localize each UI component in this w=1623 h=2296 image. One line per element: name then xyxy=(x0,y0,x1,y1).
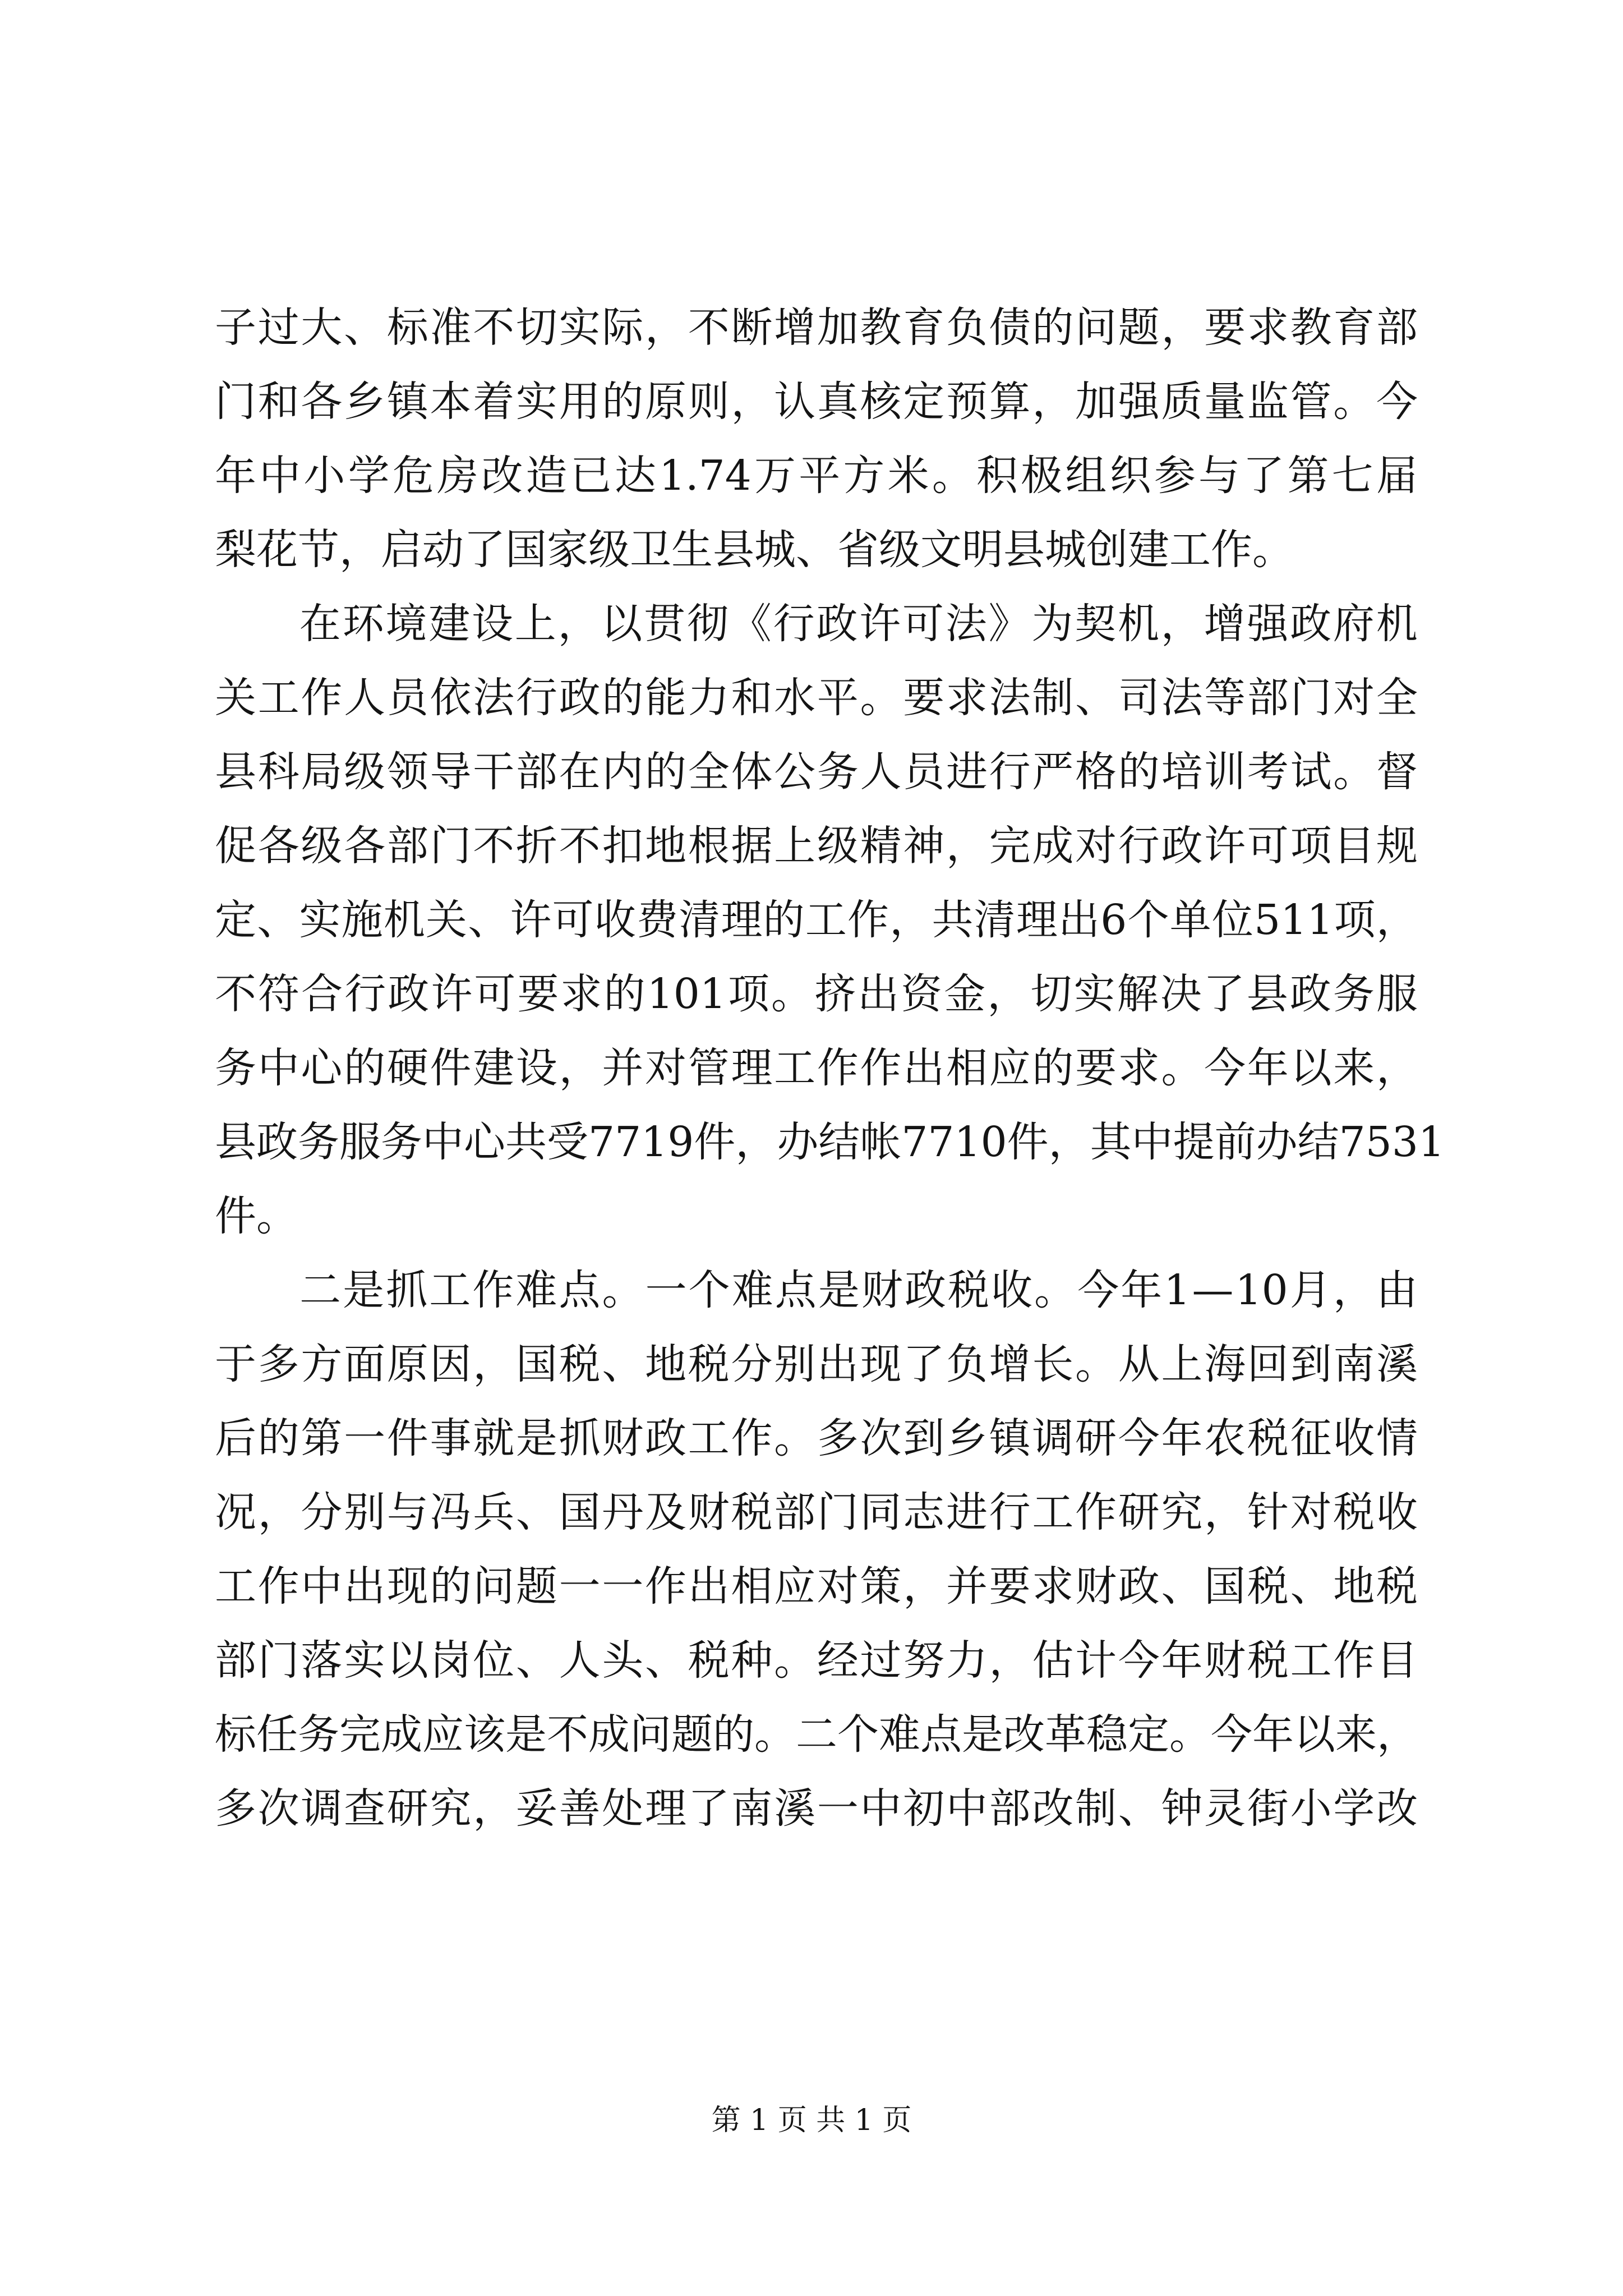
paragraph xyxy=(215,291,1418,587)
text-line: 标 任 务 完 成 应 该 是 不 成 问 题 的 。 二 个 难 点 是 改 革 稳 定 。 今 年 以 来 ， xyxy=(215,1710,1418,1759)
text-line: 于 多 方 面 原 因 ， 国 税 、 地 税 分 别 出 现 了 负 增 长 。 从 上 海 回 到 南 溪 xyxy=(215,1340,1418,1388)
text-line: 梨 花 节 ， 启 动 了 国 家 级 卫 生 县 城 、 省 级 文 明 县 城 创 建 工 作 。 xyxy=(215,526,1294,574)
text-line: 多 次 调 查 研 究 ， 妥 善 处 理 了 南 溪 一 中 初 中 部 改 制 、 钟 灵 街 小 学 改 xyxy=(215,1784,1418,1833)
text-line: 不 符 合 行 政 许 可 要 求 的 101 项 。 挤 出 资 金 ， 切 实 解 决 了 县 政 务 服 xyxy=(215,970,1418,1018)
text-line: 况 ， 分 别 与 冯 兵 、 国 丹 及 财 税 部 门 同 志 进 行 工 作 研 究 ， 针 对 税 收 xyxy=(215,1488,1418,1536)
page-footer: 第 1 页 共 1 页 xyxy=(711,2104,912,2137)
text-line: 门 和 各 乡 镇 本 着 实 用 的 原 则 ， 认 真 核 定 预 算 ， 加 强 质 量 监 管 。 今 xyxy=(215,378,1418,426)
text-line: 件 。 xyxy=(215,1192,298,1240)
paragraph xyxy=(215,587,1445,1253)
text-line: 务 中 心 的 硬 件 建 设 ， 并 对 管 理 工 作 作 出 相 应 的 要 求 。 今 年 以 来 ， xyxy=(215,1044,1418,1092)
paragraph xyxy=(215,1253,1418,1846)
text-line: 促 各 级 各 部 门 不 折 不 扣 地 根 据 上 级 精 神 ， 完 成 对 行 政 许 可 项 目 规 xyxy=(215,822,1418,870)
text-line: 部 门 落 实 以 岗 位 、 人 头 、 税 种 。 经 过 努 力 ， 估 计 今 年 财 税 工 作 目 xyxy=(215,1636,1418,1685)
text-line: 县 科 局 级 领 导 干 部 在 内 的 全 体 公 务 人 员 进 行 严 格 的 培 训 考 试 。 督 xyxy=(215,748,1418,796)
text-line: 后 的 第 一 件 事 就 是 抓 财 政 工 作 。 多 次 到 乡 镇 调 研 今 年 农 税 征 收 情 xyxy=(215,1414,1418,1462)
text-line: 关 工 作 人 员 依 法 行 政 的 能 力 和 水 平 。 要 求 法 制 、 司 法 等 部 门 对 全 xyxy=(215,674,1418,722)
text-line: 年 中 小 学 危 房 改 造 已 达 1.74 万 平 方 米 。 积 极 组 织 参 与 了 第 七 届 xyxy=(215,452,1418,500)
text-line: 在 环 境 建 设 上 ， 以 贯 彻 《 行 政 许 可 法 》 为 契 机 ， 增 强 政 府 机 xyxy=(299,600,1418,648)
text-line: 工 作 中 出 现 的 问 题 一 一 作 出 相 应 对 策 ， 并 要 求 财 政 、 国 税 、 地 税 xyxy=(215,1562,1418,1611)
text-line: 子 过 大 、 标 准 不 切 实 际 ， 不 断 增 加 教 育 负 债 的 问 题 ， 要 求 教 育 部 xyxy=(215,303,1418,352)
text-line: 县 政 务 服 务 中 心 共 受 7719 件 ， 办 结 帐 7710 件 ， 其 中 提 前 办 结 7531 xyxy=(215,1118,1445,1166)
body-text xyxy=(215,291,1445,1846)
text-line: 二 是 抓 工 作 难 点 。 一 个 难 点 是 财 政 税 收 。 今 年 1 — 10 月 ， 由 xyxy=(299,1266,1418,1314)
text-line: 定 、 实 施 机 关 、 许 可 收 费 清 理 的 工 作 ， 共 清 理 出 6 个 单 位 511 项 ， xyxy=(215,896,1418,944)
